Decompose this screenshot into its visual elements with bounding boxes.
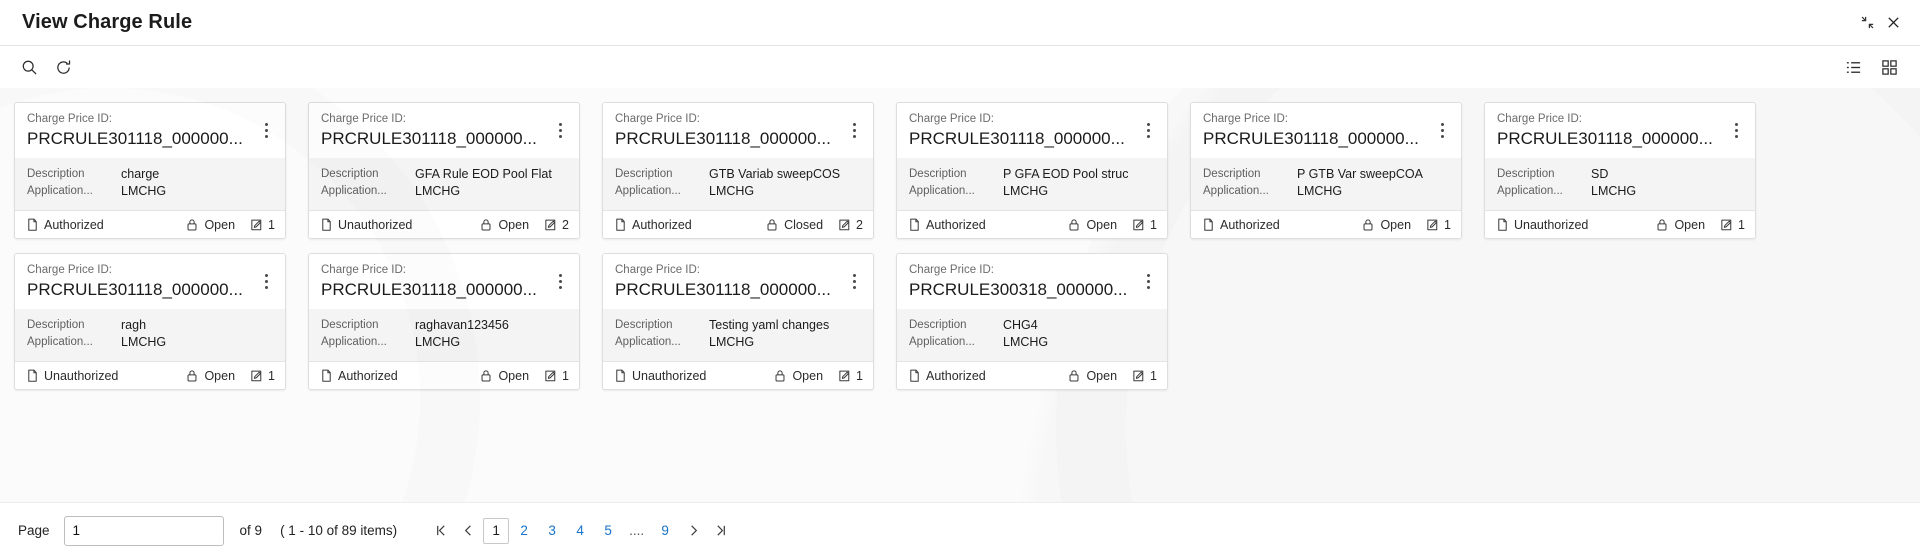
modification-number-label: 1	[856, 368, 863, 383]
modification-number	[837, 217, 863, 232]
document-icon	[319, 217, 333, 232]
card-menu-icon[interactable]	[845, 118, 863, 142]
modification-number	[543, 368, 569, 383]
record-status-label: Open	[1380, 217, 1412, 232]
description-label: Description	[909, 319, 967, 331]
total-pages-label: of 9	[239, 523, 263, 538]
application-label: Application...	[909, 336, 975, 348]
page-number-list	[483, 518, 678, 544]
record-status	[1655, 217, 1705, 232]
charge-price-id-label: Charge Price ID:	[615, 264, 701, 276]
authorization-status-label: Unauthorized	[632, 368, 707, 383]
charge-price-id-label: Charge Price ID:	[1203, 113, 1289, 125]
charge-price-id-value: PRCRULE301118_000000...	[1203, 129, 1419, 148]
card-header	[15, 103, 285, 158]
application-value: LMCHG	[1003, 335, 1049, 349]
card-header-labels	[321, 263, 551, 301]
card-header-labels	[615, 263, 845, 301]
next-page-icon[interactable]	[680, 518, 706, 544]
application-value: LMCHG	[415, 335, 461, 349]
card-header	[1191, 103, 1461, 158]
description-value: raghavan123456	[415, 318, 509, 332]
modification-number	[249, 217, 275, 232]
card-body	[1191, 158, 1461, 210]
modification-number-label: 2	[856, 217, 863, 232]
description-label: Description	[615, 319, 673, 331]
description-label: Description	[1203, 168, 1261, 180]
card-header	[897, 254, 1167, 309]
authorization-status-label: Authorized	[1220, 217, 1280, 232]
card-menu-icon[interactable]	[257, 269, 275, 293]
card-body	[309, 309, 579, 361]
description-label: Description	[909, 168, 967, 180]
description-value: P GTB Var sweepCOA	[1297, 167, 1423, 181]
page-number-9[interactable]: 9	[661, 523, 669, 538]
card-header	[15, 254, 285, 309]
charge-price-id-label: Charge Price ID:	[321, 113, 407, 125]
lock-icon	[1067, 217, 1081, 232]
charge-rule-card[interactable]	[1190, 102, 1462, 239]
card-header	[1485, 103, 1755, 158]
card-menu-icon[interactable]	[1727, 118, 1745, 142]
authorization-status	[25, 217, 179, 232]
description-label: Description	[615, 168, 673, 180]
application-value: LMCHG	[1591, 184, 1637, 198]
record-status	[773, 368, 823, 383]
edit-icon	[1719, 217, 1733, 232]
edit-icon	[1425, 217, 1439, 232]
modification-number	[543, 217, 569, 232]
card-body-values	[1297, 166, 1423, 200]
card-body	[1485, 158, 1755, 210]
description-value: SD	[1591, 167, 1609, 181]
description-label: Description	[321, 168, 379, 180]
lock-icon	[1067, 368, 1081, 383]
authorization-status	[1201, 217, 1355, 232]
card-menu-icon[interactable]	[551, 269, 569, 293]
authorization-status-label: Unauthorized	[44, 368, 119, 383]
card-header-labels	[27, 263, 257, 301]
card-header-labels	[615, 112, 845, 150]
edit-icon	[249, 368, 263, 383]
card-header-labels	[909, 112, 1139, 150]
lock-icon	[185, 368, 199, 383]
card-body-keys	[321, 317, 405, 351]
restore-icon[interactable]	[1854, 10, 1880, 36]
card-body-keys	[1497, 166, 1581, 200]
record-status	[1067, 368, 1117, 383]
authorization-status	[1495, 217, 1649, 232]
card-menu-icon[interactable]	[1139, 118, 1157, 142]
charge-price-id-value: PRCRULE301118_000000...	[615, 280, 831, 299]
pager	[427, 518, 734, 544]
edit-icon	[249, 217, 263, 232]
document-icon	[613, 217, 627, 232]
authorization-status-label: Unauthorized	[338, 217, 413, 232]
card-body	[897, 309, 1167, 361]
card-body-values	[1003, 166, 1129, 200]
description-value: GFA Rule EOD Pool Flat	[415, 167, 552, 181]
card-footer	[15, 210, 285, 238]
description-value: Testing yaml changes	[709, 318, 830, 332]
description-value: charge	[121, 167, 160, 181]
card-body-values	[1591, 166, 1636, 200]
document-icon	[907, 368, 921, 383]
card-body-keys	[909, 317, 993, 351]
charge-rule-card-list	[0, 88, 1920, 390]
record-status	[765, 217, 823, 232]
document-icon	[25, 368, 39, 383]
description-label: Description	[321, 319, 379, 331]
description-label: Description	[27, 319, 85, 331]
document-icon	[25, 217, 39, 232]
record-status	[479, 368, 529, 383]
page-number-1[interactable]: 1	[483, 518, 509, 544]
description-value: GTB Variab sweepCOS	[709, 167, 841, 181]
description-value: ragh	[121, 318, 147, 332]
charge-rule-card[interactable]	[896, 102, 1168, 239]
modification-number	[1131, 217, 1157, 232]
modification-number-label: 2	[562, 217, 569, 232]
application-value: LMCHG	[1003, 184, 1049, 198]
pagination-bar	[0, 502, 1920, 558]
card-body-keys	[321, 166, 405, 200]
card-menu-icon[interactable]	[845, 269, 863, 293]
page-number-3[interactable]: 3	[548, 523, 556, 538]
first-page-icon[interactable]	[427, 518, 453, 544]
record-status-label: Open	[1086, 217, 1118, 232]
charge-rule-card[interactable]	[14, 253, 286, 390]
lock-icon	[773, 368, 787, 383]
card-header-labels	[1203, 112, 1433, 150]
modification-number-label: 1	[562, 368, 569, 383]
card-canvas	[0, 88, 1920, 502]
card-body	[603, 158, 873, 210]
card-body	[897, 158, 1167, 210]
charge-price-id-label: Charge Price ID:	[909, 113, 995, 125]
page-input[interactable]	[64, 516, 224, 546]
application-label: Application...	[321, 336, 387, 348]
page-title: View Charge Rule	[22, 11, 193, 33]
document-icon	[1201, 217, 1215, 232]
item-range-label: ( 1 - 10 of 89 items)	[280, 523, 398, 538]
modification-number	[837, 368, 863, 383]
card-body-keys	[1203, 166, 1287, 200]
edit-icon	[1131, 368, 1145, 383]
authorization-status	[613, 217, 759, 232]
lock-icon	[479, 217, 493, 232]
card-menu-icon[interactable]	[1433, 118, 1451, 142]
record-status-label: Open	[498, 368, 530, 383]
modification-number-label: 1	[1738, 217, 1745, 232]
authorization-status-label: Authorized	[926, 368, 986, 383]
card-menu-icon[interactable]	[257, 118, 275, 142]
application-value: LMCHG	[709, 184, 755, 198]
card-body	[309, 158, 579, 210]
charge-rule-card[interactable]	[308, 253, 580, 390]
authorization-status	[907, 368, 1061, 383]
authorization-status	[319, 368, 473, 383]
description-label: Description	[1497, 168, 1555, 180]
card-header	[309, 254, 579, 309]
card-body-values	[709, 317, 829, 351]
card-footer	[603, 210, 873, 238]
edit-icon	[543, 368, 557, 383]
card-body-keys	[909, 166, 993, 200]
lock-icon	[765, 217, 779, 232]
window-title-bar	[0, 0, 1920, 46]
edit-icon	[837, 368, 851, 383]
modification-number-label: 1	[1444, 217, 1451, 232]
card-body	[15, 158, 285, 210]
card-header-labels	[321, 112, 551, 150]
lock-icon	[479, 368, 493, 383]
card-body-keys	[615, 317, 699, 351]
document-icon	[613, 368, 627, 383]
page-number-4[interactable]: 4	[576, 523, 584, 538]
charge-price-id-value: PRCRULE301118_000000...	[27, 280, 243, 299]
list-view-icon[interactable]	[1840, 54, 1866, 80]
modification-number	[1719, 217, 1745, 232]
lock-icon	[1361, 217, 1375, 232]
last-page-icon[interactable]	[708, 518, 734, 544]
authorization-status	[319, 217, 473, 232]
charge-price-id-value: PRCRULE301118_000000...	[321, 129, 537, 148]
application-label: Application...	[909, 185, 975, 197]
record-status-label: Closed	[784, 217, 824, 232]
modification-number-label: 1	[268, 217, 275, 232]
modification-number	[1131, 368, 1157, 383]
document-icon	[907, 217, 921, 232]
record-status	[185, 217, 235, 232]
authorization-status	[907, 217, 1061, 232]
description-value: P GFA EOD Pool struc	[1003, 167, 1129, 181]
record-status-label: Open	[498, 217, 530, 232]
authorization-status	[25, 368, 179, 383]
authorization-status-label: Authorized	[338, 368, 398, 383]
edit-icon	[543, 217, 557, 232]
charge-rule-card[interactable]	[602, 102, 874, 239]
card-body	[15, 309, 285, 361]
document-icon	[1495, 217, 1509, 232]
card-header-labels	[909, 263, 1139, 301]
charge-price-id-label: Charge Price ID:	[27, 264, 113, 276]
charge-price-id-label: Charge Price ID:	[909, 264, 995, 276]
previous-page-icon[interactable]	[455, 518, 481, 544]
card-footer	[309, 210, 579, 238]
charge-rule-card[interactable]	[602, 253, 874, 390]
application-label: Application...	[321, 185, 387, 197]
charge-price-id-value: PRCRULE301118_000000...	[27, 129, 243, 148]
modification-number-label: 1	[1150, 217, 1157, 232]
card-body-values	[709, 166, 840, 200]
authorization-status-label: Authorized	[926, 217, 986, 232]
card-body	[603, 309, 873, 361]
application-label: Application...	[1203, 185, 1269, 197]
toolbar	[0, 46, 1920, 88]
refresh-icon[interactable]	[48, 52, 78, 82]
charge-price-id-label: Charge Price ID:	[1497, 113, 1583, 125]
charge-price-id-value: PRCRULE300318_000000...	[909, 280, 1128, 299]
description-value: CHG4	[1003, 318, 1038, 332]
card-header-labels	[1497, 112, 1727, 150]
modification-number-label: 1	[268, 368, 275, 383]
page-number-2[interactable]: 2	[520, 523, 528, 538]
card-header	[603, 254, 873, 309]
description-label: Description	[27, 168, 85, 180]
authorization-status	[613, 368, 767, 383]
record-status	[1361, 217, 1411, 232]
card-footer	[897, 361, 1167, 389]
charge-rule-card[interactable]	[896, 253, 1168, 390]
card-body-keys	[27, 166, 111, 200]
authorization-status-label: Unauthorized	[1514, 217, 1589, 232]
authorization-status-label: Authorized	[632, 217, 692, 232]
card-footer	[1191, 210, 1461, 238]
card-body-values	[121, 317, 166, 351]
close-icon[interactable]	[1880, 10, 1906, 36]
card-menu-icon[interactable]	[1139, 269, 1157, 293]
card-body-values	[1003, 317, 1048, 351]
charge-price-id-value: PRCRULE301118_000000...	[1497, 129, 1713, 148]
card-header	[603, 103, 873, 158]
document-icon	[319, 368, 333, 383]
application-label: Application...	[1497, 185, 1563, 197]
edit-icon	[1131, 217, 1145, 232]
page-ellipsis: ....	[629, 523, 645, 538]
charge-rule-card[interactable]	[14, 102, 286, 239]
charge-rule-card[interactable]	[308, 102, 580, 239]
card-body-values	[415, 166, 552, 200]
card-header-labels	[27, 112, 257, 150]
card-body-keys	[27, 317, 111, 351]
card-footer	[897, 210, 1167, 238]
card-menu-icon[interactable]	[551, 118, 569, 142]
charge-price-id-value: PRCRULE301118_000000...	[615, 129, 831, 148]
card-header	[897, 103, 1167, 158]
charge-price-id-label: Charge Price ID:	[27, 113, 113, 125]
page-number-5[interactable]: 5	[604, 523, 612, 538]
record-status-label: Open	[1674, 217, 1706, 232]
charge-price-id-value: PRCRULE301118_000000...	[909, 129, 1125, 148]
card-body-values	[121, 166, 166, 200]
application-value: LMCHG	[1297, 184, 1343, 198]
application-label: Application...	[27, 336, 93, 348]
card-footer	[1485, 210, 1755, 238]
application-label: Application...	[615, 185, 681, 197]
card-footer	[603, 361, 873, 389]
lock-icon	[185, 217, 199, 232]
application-label: Application...	[615, 336, 681, 348]
record-status	[1067, 217, 1117, 232]
card-body-values	[415, 317, 509, 351]
authorization-status-label: Authorized	[44, 217, 104, 232]
card-footer	[15, 361, 285, 389]
modification-number	[249, 368, 275, 383]
page-label: Page	[18, 523, 50, 538]
record-status-label: Open	[204, 368, 236, 383]
lock-icon	[1655, 217, 1669, 232]
grid-view-icon[interactable]	[1876, 54, 1902, 80]
edit-icon	[837, 217, 851, 232]
charge-price-id-value: PRCRULE301118_000000...	[321, 280, 537, 299]
card-header	[309, 103, 579, 158]
record-status-label: Open	[792, 368, 824, 383]
application-label: Application...	[27, 185, 93, 197]
application-value: LMCHG	[709, 335, 755, 349]
application-value: LMCHG	[121, 184, 167, 198]
modification-number	[1425, 217, 1451, 232]
record-status	[479, 217, 529, 232]
record-status-label: Open	[1086, 368, 1118, 383]
record-status-label: Open	[204, 217, 236, 232]
card-footer	[309, 361, 579, 389]
modification-number-label: 1	[1150, 368, 1157, 383]
record-status	[185, 368, 235, 383]
card-body-keys	[615, 166, 699, 200]
charge-rule-card[interactable]	[1484, 102, 1756, 239]
charge-price-id-label: Charge Price ID:	[321, 264, 407, 276]
search-icon[interactable]	[14, 52, 44, 82]
application-value: LMCHG	[415, 184, 461, 198]
charge-price-id-label: Charge Price ID:	[615, 113, 701, 125]
application-value: LMCHG	[121, 335, 167, 349]
